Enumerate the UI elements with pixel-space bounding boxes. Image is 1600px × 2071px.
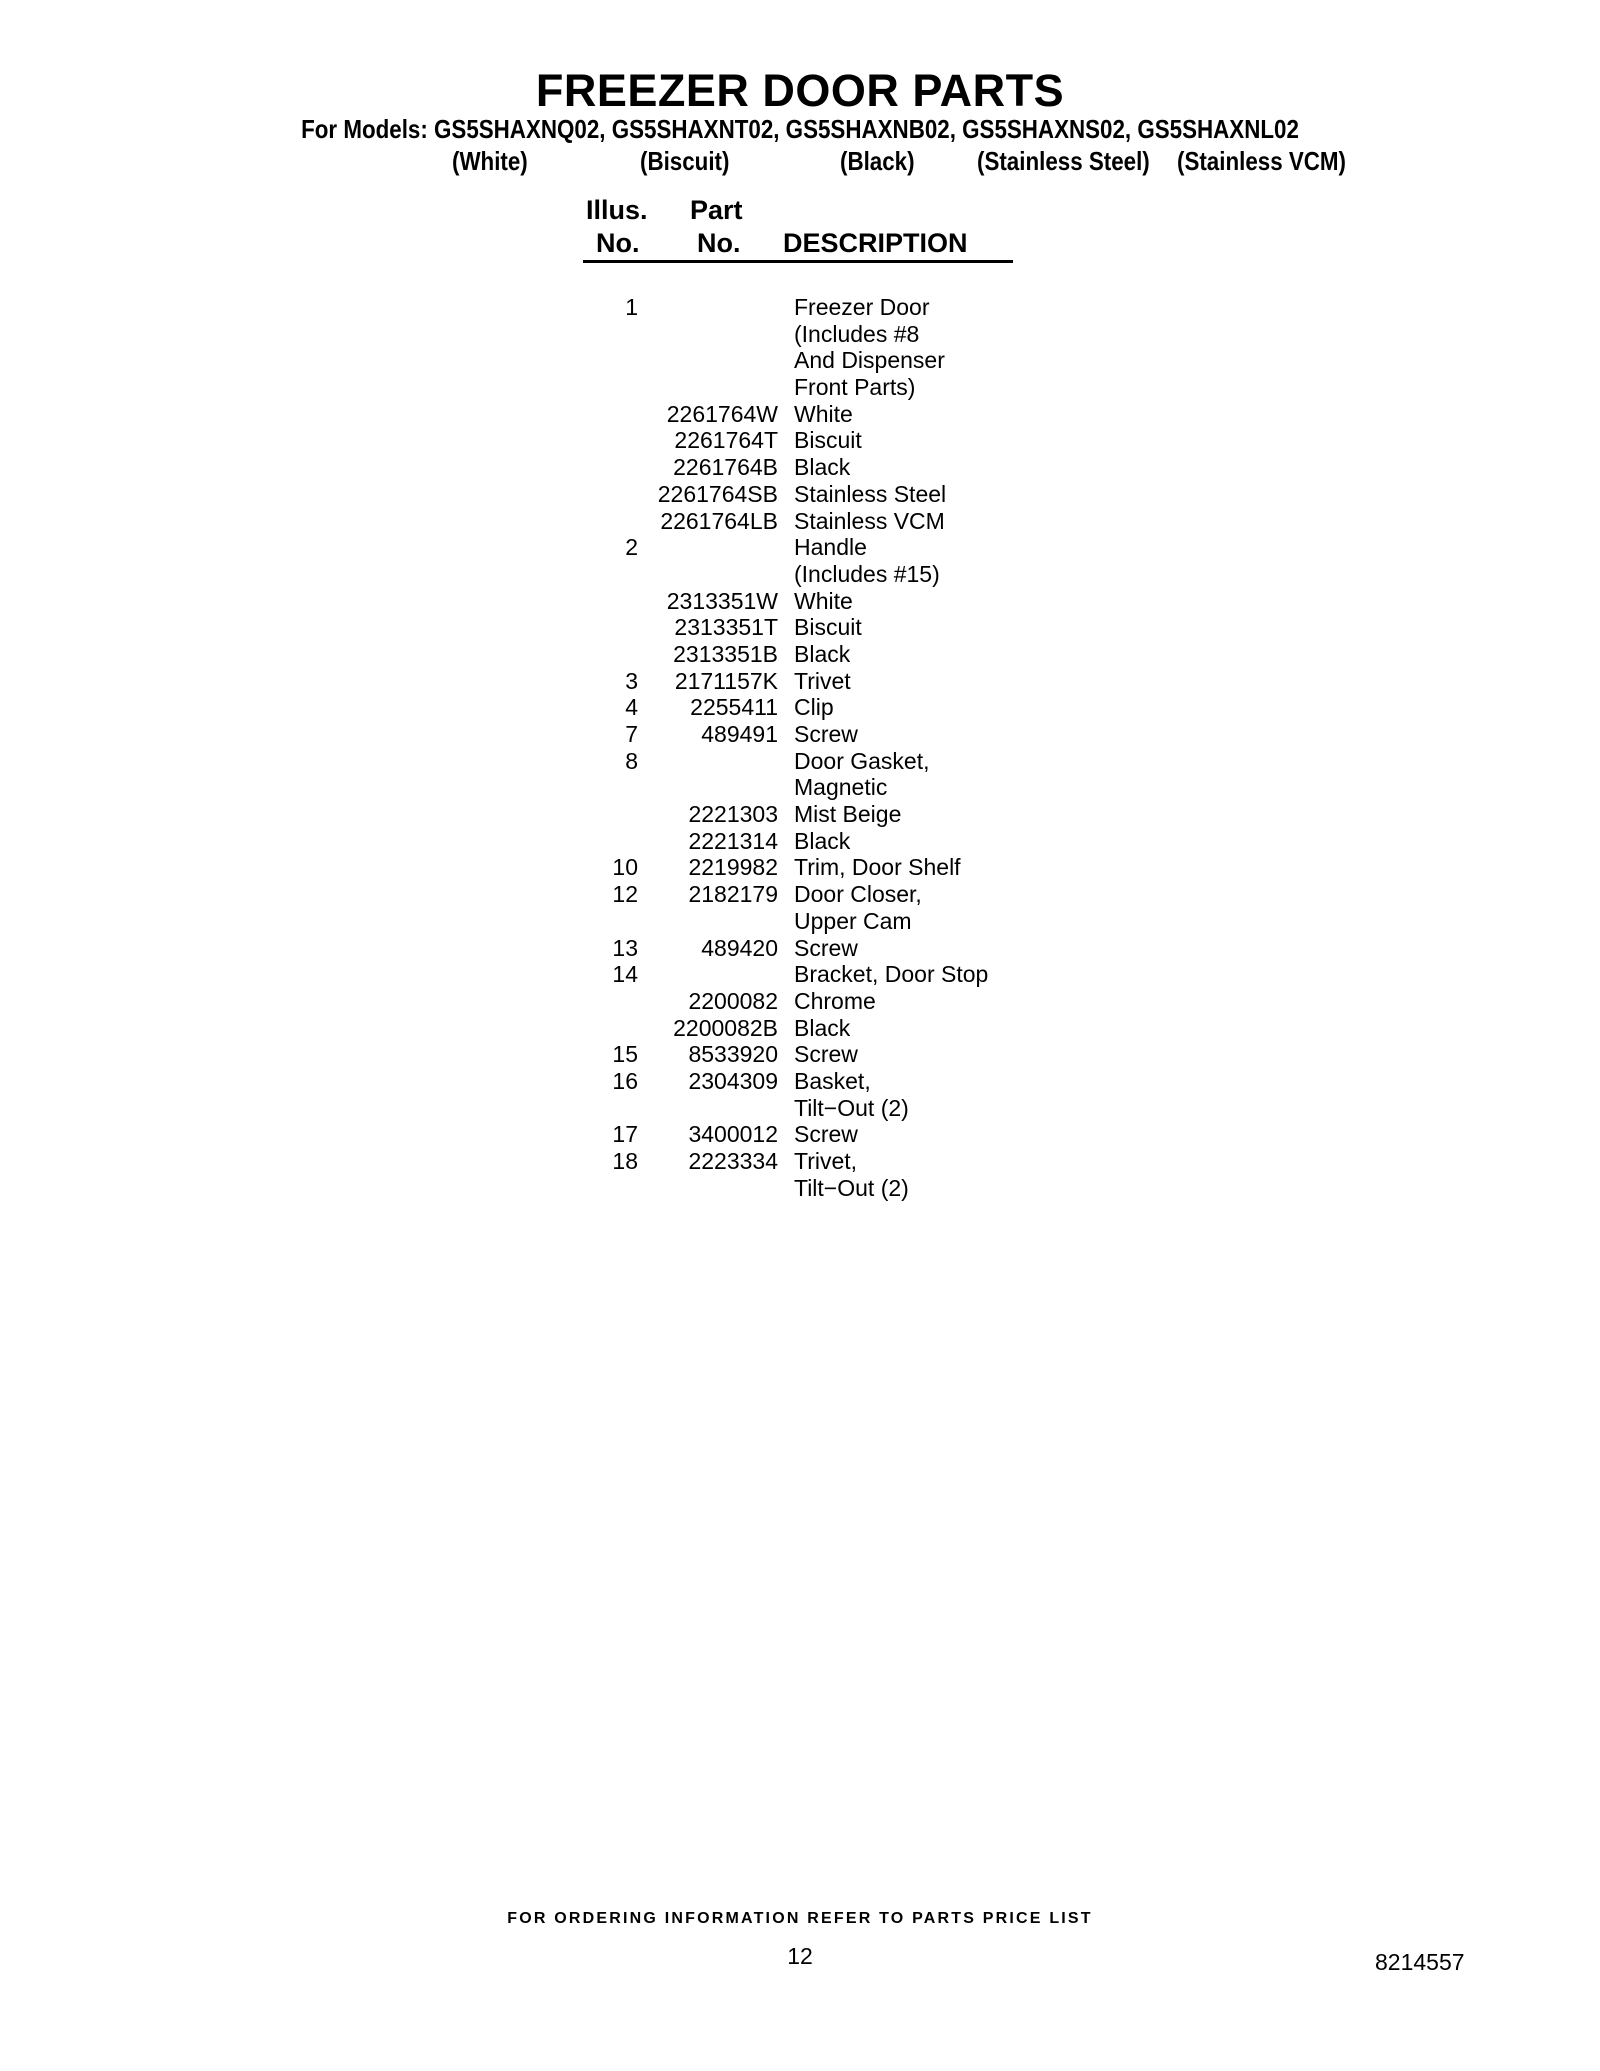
part-description: Handle (794, 534, 867, 561)
illus-number: 4 (625, 694, 638, 721)
illus-number: 8 (625, 747, 638, 774)
table-row (0, 641, 1600, 668)
part-description: Upper Cam (794, 907, 912, 934)
part-description: (Includes #8 (794, 320, 920, 347)
table-row (0, 481, 1600, 508)
table-row (0, 427, 1600, 454)
part-number: 2261764T (674, 427, 778, 454)
table-row (0, 374, 1600, 401)
illus-number: 14 (612, 961, 638, 988)
part-description: Bracket, Door Stop (794, 961, 989, 988)
part-number: 2304309 (688, 1067, 778, 1094)
table-row (0, 748, 1600, 775)
part-description: White (794, 400, 853, 427)
table-row (0, 988, 1600, 1015)
table-row (0, 1121, 1600, 1148)
model-color-white: (White) (452, 146, 528, 176)
part-description: Stainless VCM (794, 507, 945, 534)
table-row (0, 1095, 1600, 1122)
table-row (0, 508, 1600, 535)
table-row (0, 1175, 1600, 1202)
table-row (0, 614, 1600, 641)
part-number: 2182179 (688, 881, 778, 908)
document-number: 8214557 (1375, 1949, 1465, 1975)
part-number: 3400012 (688, 1121, 778, 1148)
part-description: Door Closer, (794, 881, 922, 908)
illus-number: 16 (612, 1067, 638, 1094)
page-number: 12 (787, 1943, 813, 1969)
table-row (0, 454, 1600, 481)
part-description: Chrome (794, 987, 876, 1014)
table-row (0, 401, 1600, 428)
part-description: Freezer Door (794, 294, 930, 320)
table-row (0, 1148, 1600, 1175)
part-number: 489420 (701, 934, 778, 961)
part-description: Black (794, 640, 851, 667)
table-row (0, 1041, 1600, 1068)
header-illus-no: No. (596, 228, 640, 258)
header-part: Part (690, 195, 743, 225)
part-number: 8533920 (688, 1041, 778, 1068)
part-description: Black (794, 454, 851, 481)
part-number: 2221303 (688, 801, 778, 828)
part-description: Mist Beige (794, 801, 902, 828)
table-row (0, 1068, 1600, 1095)
illus-number: 7 (625, 721, 638, 747)
footer-note: FOR ORDERING INFORMATION REFER TO PARTS PRICE LIST (507, 1910, 1093, 1927)
page-title: FREEZER DOOR PARTS (535, 65, 1065, 116)
part-description: Magnetic (794, 774, 888, 801)
models-line: For Models: GS5SHAXNQ02, GS5SHAXNT02, GS5SHAXNB02, GS5SHAXNS02, GS5SHAXNL02 (301, 114, 1299, 144)
part-number: 2313351T (674, 614, 778, 641)
part-description: Screw (794, 1041, 858, 1068)
part-description: Trivet (794, 667, 851, 694)
header-part-no: No. (697, 228, 741, 258)
header-rule (583, 260, 1013, 263)
part-number: 2200082 (688, 987, 778, 1014)
part-description: Trivet, (794, 1148, 858, 1174)
part-number: 2261764LB (660, 507, 778, 534)
illus-number: 1 (625, 294, 638, 320)
illus-number: 13 (612, 934, 638, 961)
table-row (0, 828, 1600, 855)
part-description: And Dispenser (794, 347, 945, 374)
parts-list (0, 294, 1600, 1201)
model-color-black: (Black) (840, 146, 915, 176)
table-row (0, 694, 1600, 721)
table-row (0, 774, 1600, 801)
part-description: Screw (794, 1121, 858, 1148)
table-row (0, 588, 1600, 615)
part-number: 489491 (701, 721, 778, 747)
table-row (0, 321, 1600, 348)
part-description: Black (794, 1014, 851, 1041)
table-row (0, 801, 1600, 828)
table-row (0, 908, 1600, 935)
model-color-stainless-vcm: (Stainless VCM) (1177, 146, 1346, 176)
part-number: 2255411 (690, 694, 778, 721)
table-row (0, 668, 1600, 695)
table-row (0, 961, 1600, 988)
illus-number: 17 (612, 1121, 638, 1148)
illus-number: 12 (612, 881, 638, 908)
part-description: White (794, 587, 853, 614)
part-number: 2261764W (666, 400, 778, 427)
part-number: 2261764B (673, 454, 778, 481)
part-number: 2313351W (666, 587, 778, 614)
illus-number: 18 (612, 1148, 638, 1174)
part-description: Stainless Steel (794, 480, 947, 507)
part-description: Basket, (794, 1067, 871, 1094)
table-row (0, 534, 1600, 561)
model-color-biscuit: (Biscuit) (640, 146, 730, 176)
header-description: DESCRIPTION (783, 228, 968, 258)
part-description: Black (794, 827, 851, 854)
part-number: 2261764SB (657, 480, 778, 507)
part-description: Screw (794, 934, 858, 961)
part-description: Screw (794, 721, 858, 747)
part-description: Front Parts) (794, 374, 916, 401)
illus-number: 10 (612, 854, 638, 881)
model-colors (0, 146, 1600, 178)
table-row (0, 854, 1600, 881)
part-description: Biscuit (794, 427, 862, 454)
table-row (0, 935, 1600, 962)
table-row (0, 561, 1600, 588)
table-row (0, 294, 1600, 321)
part-description: Clip (794, 694, 834, 721)
table-row (0, 347, 1600, 374)
part-number: 2200082B (673, 1014, 778, 1041)
part-description: Tilt−Out (2) (794, 1174, 909, 1201)
table-row (0, 721, 1600, 748)
model-color-stainless-steel: (Stainless Steel) (977, 146, 1150, 176)
illus-number: 2 (625, 534, 638, 561)
part-number: 2223334 (688, 1148, 778, 1174)
part-number: 2219982 (688, 854, 778, 881)
header-illus: Illus. (586, 195, 648, 225)
table-row (0, 881, 1600, 908)
part-number: 2221314 (688, 827, 778, 854)
part-number: 2313351B (673, 640, 778, 667)
part-description: Trim, Door Shelf (794, 854, 961, 881)
part-description: Tilt−Out (2) (794, 1094, 909, 1121)
table-row (0, 1015, 1600, 1042)
part-description: (Includes #15) (794, 560, 940, 587)
part-description: Biscuit (794, 614, 862, 641)
illus-number: 3 (625, 667, 638, 694)
part-number: 2171157K (674, 667, 778, 694)
part-description: Door Gasket, (794, 747, 930, 774)
illus-number: 15 (612, 1041, 638, 1068)
